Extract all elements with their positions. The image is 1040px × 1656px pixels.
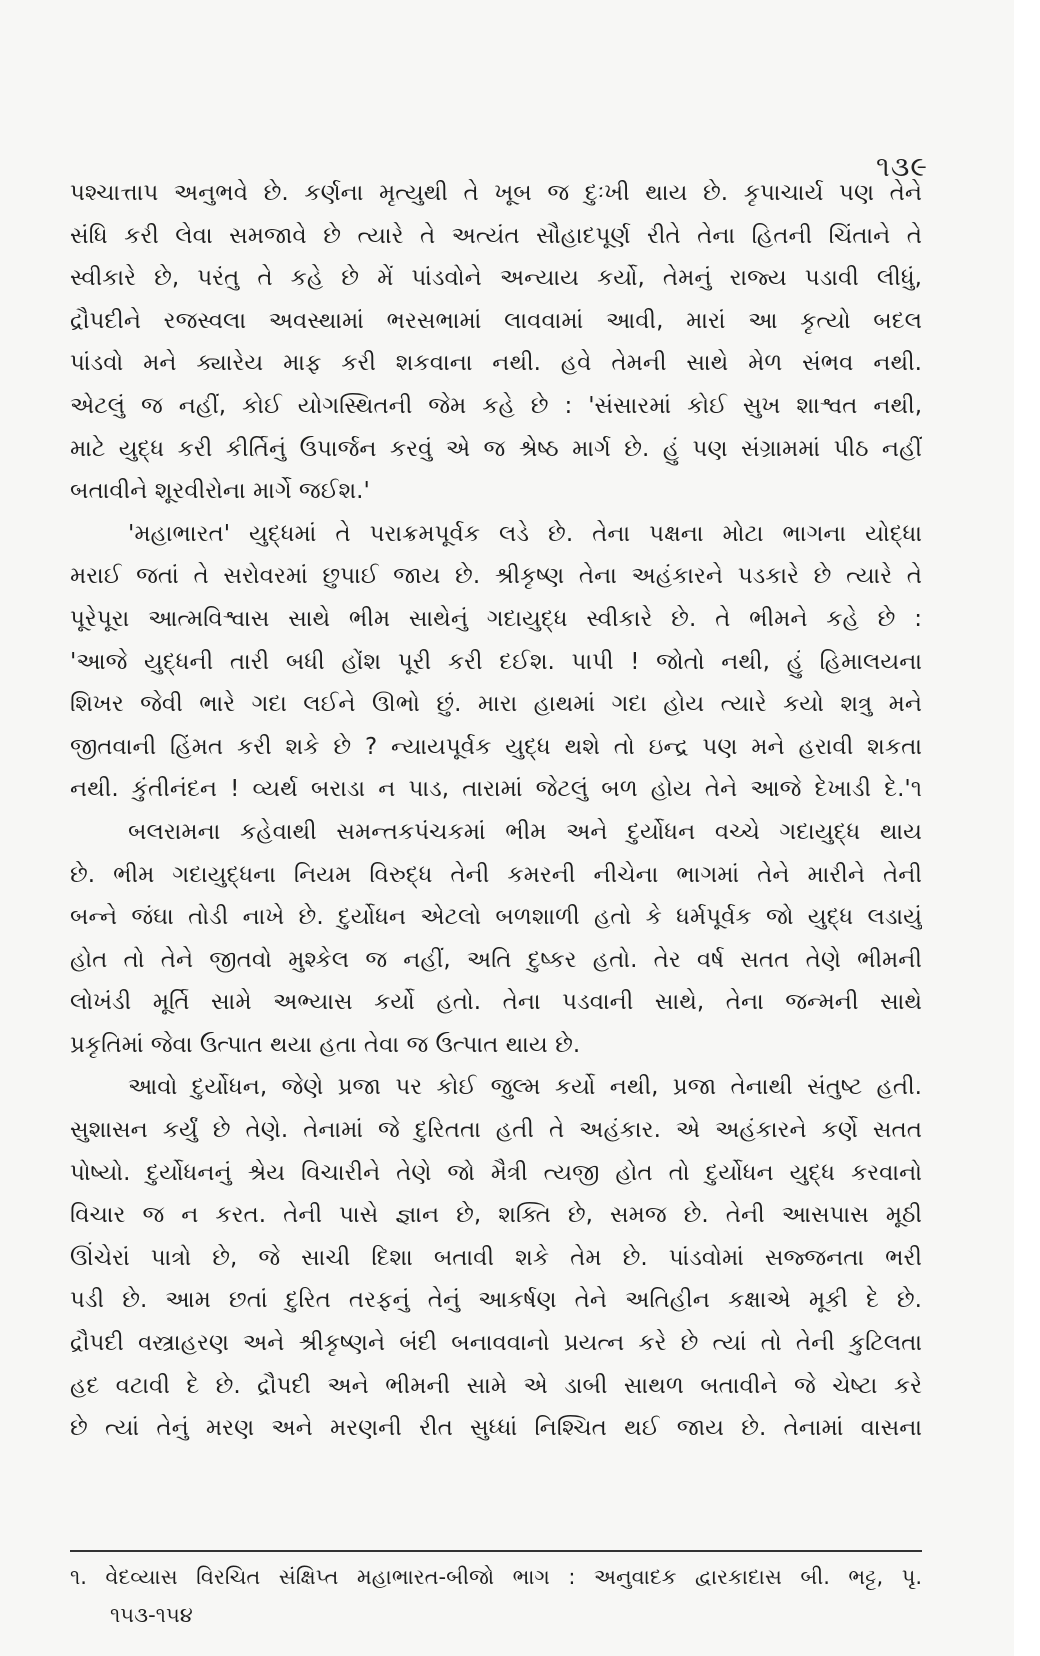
page-number: ૧૩૯ (876, 150, 928, 183)
text-line: ઊંચેરાં પાત્રો છે, જે સાચી દિશા બતાવી શકે તેમ છે. પાંડવોમાં સજ્જનતા ભરી (70, 1244, 922, 1271)
text-line: આવો દુર્યોધન, જેણે પ્રજા પર કોઈ જુલ્મ કર્યો નથી, પ્રજા તેનાથી સંતુષ્ટ હતી. (128, 1074, 922, 1101)
footnote-line: ૧૫૩-૧૫૪ (110, 1603, 193, 1627)
text-line: દ્રૌપદી વસ્ત્રાહરણ અને શ્રીકૃષ્ણને બંદી બનાવવાનો પ્રયત્ન કરે છે ત્યાં તો તેની કુટિલતા (70, 1330, 922, 1357)
text-line: નથી. કુંતીનંદન ! વ્યર્થ બરાડા ન પાડ, તારામાં જેટલું બળ હોય તેને આજે દેખાડી દે.'૧ (70, 776, 922, 803)
text-line: પડી છે. આમ છતાં દુરિત તરફનું તેનું આકર્ષણ તેને અતિહીન કક્ષાએ મૂકી દે છે. (70, 1287, 922, 1314)
footnote-divider (70, 1550, 922, 1552)
text-line: પાંડવો મને ક્યારેય માફ કરી શકવાના નથી. હવે તેમની સાથે મેળ સંભવ નથી. (70, 350, 922, 377)
text-line: પશ્ચાત્તાપ અનુભવે છે. કર્ણના મૃત્યુથી તે ખૂબ જ દુઃખી થાય છે. કૃપાચાર્ય પણ તેને (70, 180, 922, 206)
text-line: શિખર જેવી ભારે ગદા લઈને ઊભો છું. મારા હાથમાં ગદા હોય ત્યારે કયો શત્રુ મને (70, 691, 922, 718)
paragraph-2 (70, 513, 922, 811)
paragraph-4 (70, 1066, 922, 1449)
footnote-line: ૧. વેદવ્યાસ વિરચિત સંક્ષિપ્ત મહાભારત-બીજો ભાગ : અનુવાદક દ્વારકાદાસ બી. ભટ્ટ, પૃ. (70, 1565, 922, 1589)
body-text (70, 172, 922, 1450)
text-line: છે. ભીમ ગદાયુદ્ધના નિયમ વિરુદ્ધ તેની કમરની નીચેના ભાગમાં તેને મારીને તેની (70, 861, 922, 888)
text-line: પોષ્યો. દુર્યોધનનું શ્રેય વિચારીને તેણે જો મૈત્રી ત્યજી હોત તો દુર્યોધન યુદ્ધ કરવાનો (70, 1159, 922, 1186)
text-line: જીતવાની હિંમત કરી શકે છે ? ન્યાયપૂર્વક યુદ્ધ થશે તો ઇન્દ્ર પણ મને હરાવી શકતા (70, 733, 922, 760)
text-line: મરાઈ જતાં તે સરોવરમાં છુપાઈ જાય છે. શ્રીકૃષ્ણ તેના અહંકારને પડકારે છે ત્યારે તે (70, 563, 922, 590)
text-line: સંધિ કરી લેવા સમજાવે છે ત્યારે તે અત્યંત સૌહાદપૂર્ણ રીતે તેના હિતની ચિંતાને તે (70, 222, 922, 249)
text-line: 'આજે યુદ્ધની તારી બધી હોંશ પૂરી કરી દઈશ. પાપી ! જોતો નથી, હું હિમાલયના (70, 648, 922, 675)
text-line: હોત તો તેને જીતવો મુશ્કેલ જ નહીં, અતિ દુષ્કર હતો. તેર વર્ષ સતત તેણે ભીમની (70, 946, 922, 973)
footnotes (70, 1558, 922, 1634)
text-line: એટલું જ નહીં, કોઈ યોગસ્થિતની જેમ કહે છે : 'સંસારમાં કોઈ સુખ શાશ્વત નથી, (70, 392, 922, 419)
text-line: 'મહાભારત' યુદ્ધમાં તે પરાક્રમપૂર્વક લડે છે. તેના પક્ષના મોટા ભાગના યોદ્ધા (128, 520, 922, 547)
text-line: બલરામના કહેવાથી સમન્તકપંચકમાં ભીમ અને દુર્યોધન વચ્ચે ગદાયુદ્ધ થાય (128, 818, 922, 845)
text-line: લોખંડી મૂર્તિ સામે અભ્યાસ કર્યો હતો. તેના પડવાની સાથે, તેના જન્મની સાથે (70, 989, 922, 1016)
text-line: છે ત્યાં તેનું મરણ અને મરણની રીત સુધ્ધાં નિશ્ચિત થઈ જાય છે. તેનામાં વાસના (70, 1415, 922, 1442)
text-line: માટે યુદ્ધ કરી કીર્તિનું ઉપાર્જન કરવું એ જ શ્રેષ્ઠ માર્ગ છે. હું પણ સંગ્રામમાં પીઠ નહીં (70, 435, 922, 462)
text-line: બતાવીને શૂરવીરોના માર્ગે જઈશ.' (70, 478, 370, 505)
text-line: પૂરેપૂરા આત્મવિશ્વાસ સાથે ભીમ સાથેનું ગદાયુદ્ધ સ્વીકારે છે. તે ભીમને કહે છે : (70, 605, 922, 632)
text-line: બન્ને જંઘા તોડી નાખે છે. દુર્યોધન એટલો બળશાળી હતો કે ધર્મપૂર્વક જો યુદ્ધ લડાયું (70, 904, 922, 931)
text-line: વિચાર જ ન કરત. તેની પાસે જ્ઞાન છે, શક્તિ છે, સમજ છે. તેની આસપાસ મૂઠી (70, 1202, 922, 1229)
text-line: પ્રકૃતિમાં જેવા ઉત્પાત થયા હતા તેવા જ ઉત્પાત થાય છે. (70, 1031, 581, 1058)
paragraph-1 (70, 172, 922, 513)
text-line: દ્રૌપદીને રજસ્વલા અવસ્થામાં ભરસભામાં લાવવામાં આવી, મારાં આ કૃત્યો બદલ (70, 307, 922, 334)
paragraph-3 (70, 811, 922, 1067)
text-line: સ્વીકારે છે, પરંતુ તે કહે છે મેં પાંડવોને અન્યાય કર્યો, તેમનું રાજ્ય પડાવી લીધું, (70, 265, 922, 292)
text-line: સુશાસન કર્યું છે તેણે. તેનામાં જે દુરિતતા હતી તે અહંકાર. એ અહંકારને કર્ણે સતત (70, 1117, 922, 1144)
text-line: હદ વટાવી દે છે. દ્રૌપદી અને ભીમની સામે એ ડાબી સાથળ બતાવીને જે ચેષ્ટા કરે (70, 1372, 922, 1399)
